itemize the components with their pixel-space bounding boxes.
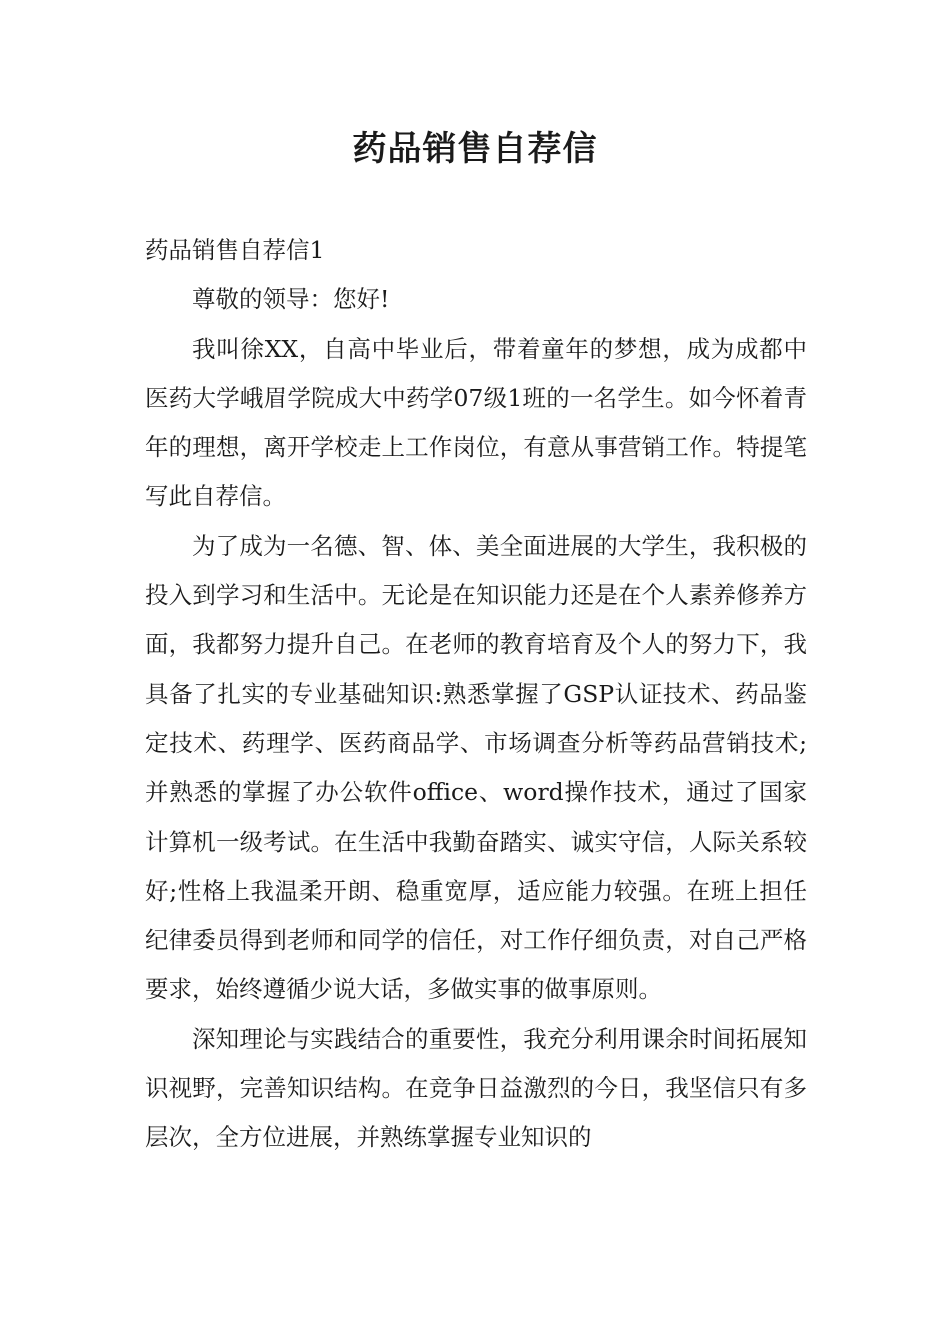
qualifications-paragraph: 为了成为一名德、智、体、美全面进展的大学生，我积极的投入到学习和生活中。无论是在知识能力还是在个人素养修养方面，我都努力提升自己。在老师的教育培育及个人的努力下，我具备了扎实的专业基础知识:熟悉掌握了GSP认证技术、药品鉴定技术、药理学、医药商品学、市场调查分析等药品营销技术;并熟悉的掌握了办公软件office、word操作技术，通过了国家计算机一级考试。在生活中我勤奋踏实、诚实守信，人际关系较好;性格上我温柔开朗、稳重宽厚，适应能力较强。在班上担任纪律委员得到老师和同学的信任，对工作仔细负责，对自己严格要求，始终遵循少说大话，多做实事的做事原则。 bbox=[145, 531, 807, 1004]
practice-paragraph: 深知理论与实践结合的重要性，我充分利用课余时间拓展知识视野，完善知识结构。在竞争日益激烈的今日，我坚信只有多层次，全方位进展，并熟练掌握专业知识的 bbox=[145, 1024, 807, 1152]
salutation-paragraph: 尊敬的领导：您好! bbox=[192, 285, 390, 314]
document-title: 药品销售自荐信 bbox=[352, 129, 598, 169]
document-body bbox=[145, 226, 807, 1163]
section-subheading: 药品销售自荐信1 bbox=[145, 236, 325, 264]
introduction-paragraph: 我叫徐XX，自高中毕业后，带着童年的梦想，成为成都中医药大学峨眉学院成大中药学07级1班的一名学生。如今怀着青年的理想，离开学校走上工作岗位，有意从事营销工作。特提笔写此自荐信。 bbox=[145, 334, 807, 511]
